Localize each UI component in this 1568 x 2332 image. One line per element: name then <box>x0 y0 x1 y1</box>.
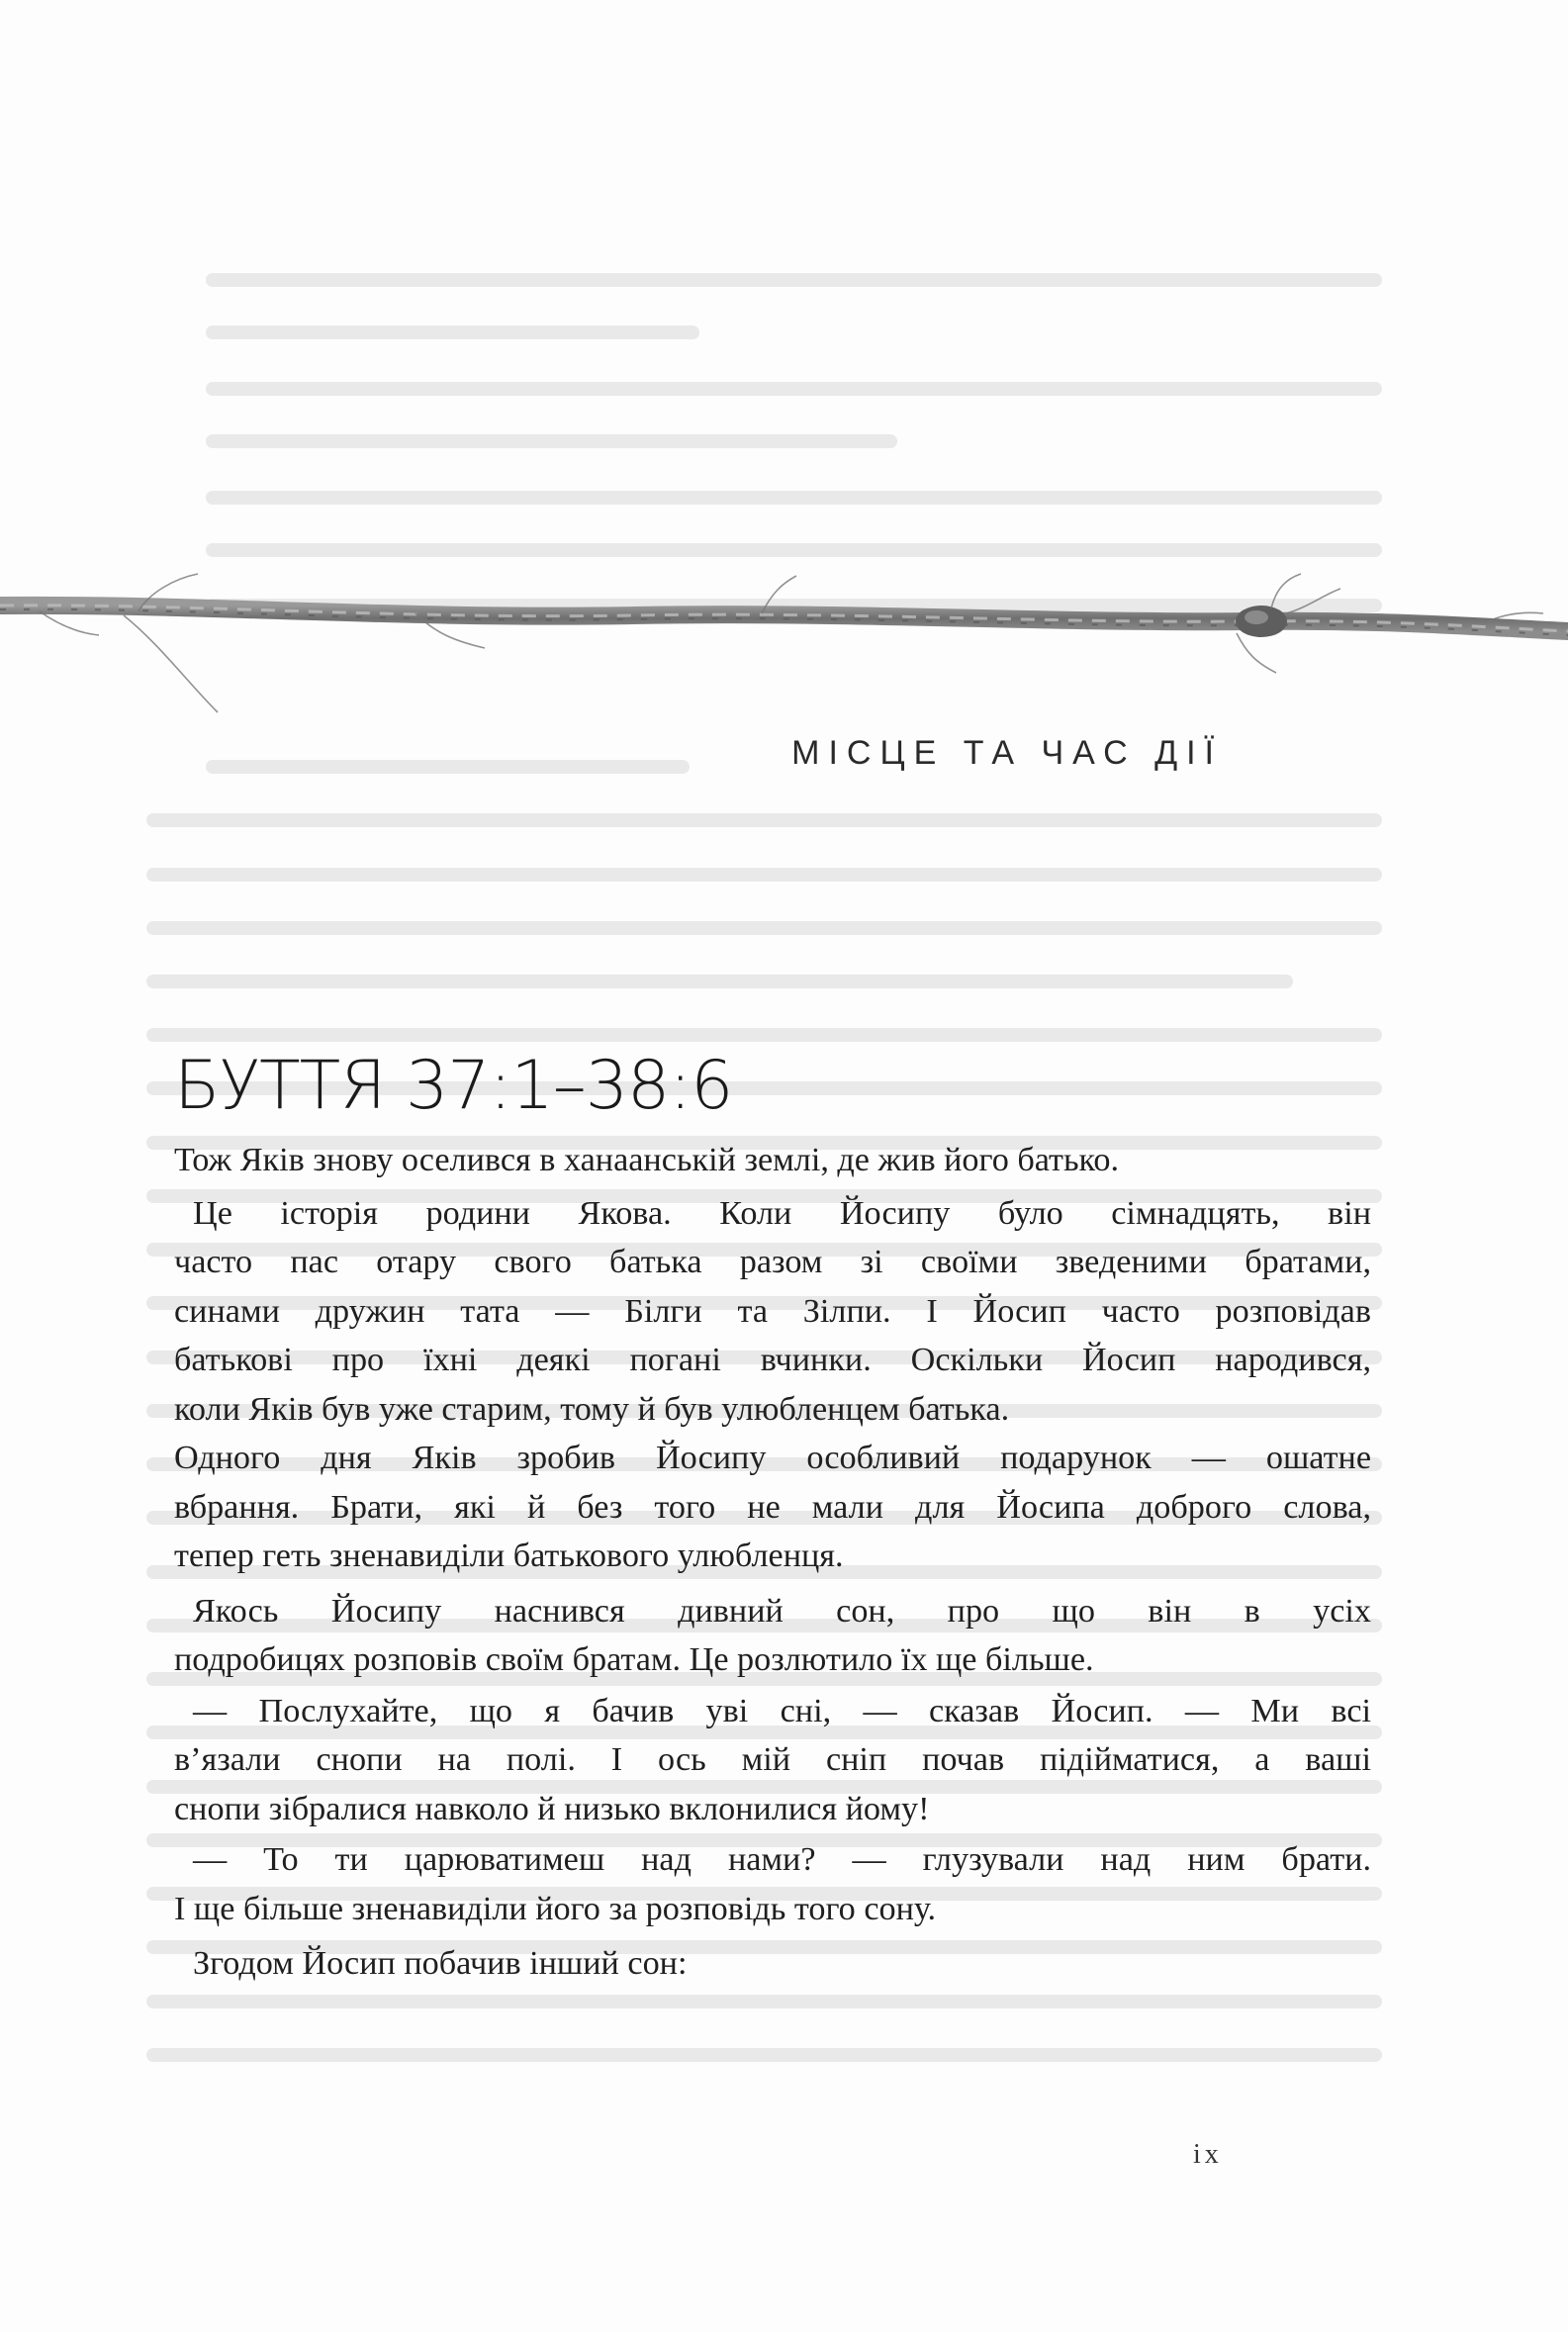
text-line: синами дружин тата — Білги та Зілпи. І Йосип часто розповідав <box>174 1292 1371 1330</box>
text-line: — Послухайте, що я бачив уві сні, — сказав Йосип. — Ми всі <box>193 1692 1371 1729</box>
body-text <box>174 1136 1371 1989</box>
paragraph <box>174 1136 1371 1185</box>
text-line: батькові про їхні деякі погані вчинки. Оскільки Йосип народився, <box>174 1342 1371 1378</box>
paragraph <box>174 1835 1371 1933</box>
text-line: Якось Йосипу наснився дивний сон, про що він в усіх <box>193 1592 1371 1630</box>
text-line: в’язали снопи на полі. І ось мій сніп почав підійматися, а ваші <box>174 1741 1371 1778</box>
text-line: Тож Яків знову оселився в ханаанській землі, де жив його батько. <box>174 1142 1120 1178</box>
chapter-title: БУТТЯ 37:1–38:6 <box>174 1047 733 1125</box>
text-line: Це історія родини Якова. Коли Йосипу було сімнадцять, він <box>193 1194 1371 1232</box>
paragraph <box>174 1939 1371 1989</box>
section-label: МІСЦЕ ТА ЧАС ДІЇ <box>791 734 1223 772</box>
text-line: тепер геть зненавиділи батькового улюбленця. <box>174 1538 844 1574</box>
text-line: — То ти царюватимеш над нами? — глузували над ним брати. <box>193 1841 1371 1878</box>
twine-decoration <box>0 554 1568 752</box>
paragraph <box>174 1189 1371 1581</box>
text-line: Одного дня Яків зробив Йосипу особливий подарунок — ошатне <box>174 1440 1371 1476</box>
text-line: снопи зібралися навколо й низько вклонилися йому! <box>174 1790 930 1827</box>
text-line: часто пас отару свого батька разом зі своїми зведеними братами, <box>174 1244 1371 1280</box>
text-line: коли Яків був уже старим, тому й був улюбленцем батька. <box>174 1390 1010 1428</box>
text-line: Згодом Йосип побачив інший сон: <box>193 1945 688 1982</box>
text-line: вбрання. Брати, які й без того не мали для Йосипа доброго слова, <box>174 1488 1371 1526</box>
paragraph <box>174 1587 1371 1685</box>
text-line: подробицях розповів своїм братам. Це розлютило їх ще більше. <box>174 1641 1094 1678</box>
page-number: ix <box>1193 2139 1223 2170</box>
text-line: І ще більше зненавиділи його за розповідь того сону. <box>174 1890 937 1927</box>
paragraph <box>174 1687 1371 1834</box>
